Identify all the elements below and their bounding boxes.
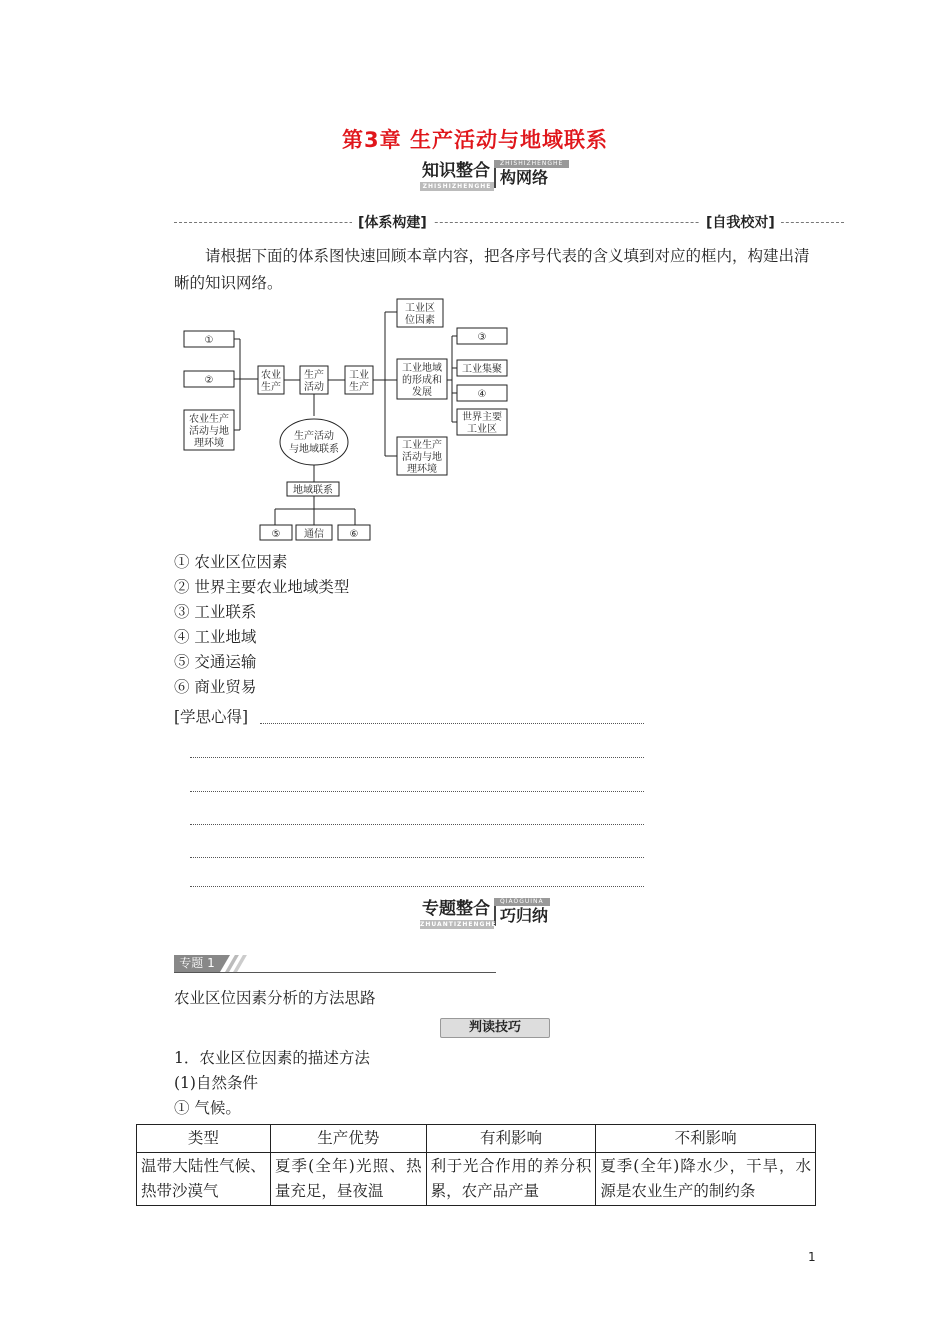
label-n6: ⑥ — [349, 529, 359, 540]
table-header-cell: 生产优势 — [270, 1125, 426, 1153]
banner-side-text: 巧归纳 — [494, 906, 550, 926]
label-ind-env-3: 理环境 — [407, 464, 437, 475]
table-cell: 温带大陆性气候、热带沙漠气 — [137, 1153, 271, 1206]
reflection-label: [学思心得] — [174, 708, 249, 726]
label-prod-2: 活动 — [304, 382, 324, 393]
writing-line — [190, 886, 644, 887]
label-ind-env-2: 活动与地 — [402, 452, 442, 463]
answer-item: ④ 工业地域 — [174, 628, 257, 646]
banner-main — [420, 898, 497, 929]
label-center-1: 生产活动 — [294, 431, 334, 442]
label-n4: ④ — [477, 389, 487, 400]
banner-main-text: 知识整合 — [422, 161, 490, 181]
answer-item: ② 世界主要农业地域类型 — [174, 578, 350, 596]
intro-paragraph: 请根据下面的体系图快速回顾本章内容，把各序号代表的含义填到对应的框内，构建出清晰的知识网络。 — [174, 247, 810, 292]
label-ind-loc-2: 位因素 — [405, 315, 435, 326]
label-prod-1: 生产 — [304, 370, 324, 381]
label-n3: ③ — [477, 332, 487, 343]
banner-side-text: 构网络 — [494, 168, 569, 188]
banner-pinyin-top: QIAOGUINA — [494, 898, 550, 906]
table-header-cell: 不利影响 — [596, 1125, 816, 1153]
label-ind-region-3: 发展 — [412, 387, 432, 398]
label-comm: 通信 — [304, 529, 324, 540]
banner-pinyin: ZHISHIZHENGHE — [422, 183, 492, 190]
label-ind-2: 生产 — [349, 382, 369, 393]
climate-table — [136, 1124, 816, 1206]
section-label-system: [体系构建] — [352, 212, 433, 232]
label-ind-region-1: 工业地域 — [402, 363, 442, 374]
table-header-cell: 类型 — [137, 1125, 271, 1153]
answer-list — [174, 550, 349, 700]
table-cell: 夏季(全年)降水少，干旱，水源是农业生产的制约条 — [596, 1153, 816, 1206]
writing-line — [190, 791, 644, 792]
label-world-ind-1: 世界主要 — [462, 412, 502, 423]
page-number: 1 — [808, 1250, 816, 1264]
heading-1: 1．农业区位因素的描述方法 — [174, 1049, 370, 1067]
writing-line — [260, 723, 644, 724]
table-row — [137, 1153, 816, 1206]
label-ind-loc-1: 工业区 — [405, 303, 435, 314]
label-ind-region-2: 的形成和 — [402, 375, 442, 386]
label-agri-env-1: 农业生产 — [189, 414, 229, 425]
heading-2: (1)自然条件 — [174, 1074, 258, 1092]
label-agri-1: 农业 — [261, 370, 281, 381]
answer-item: ⑥ 商业贸易 — [174, 678, 257, 696]
label-agri-env-2: 活动与地 — [189, 426, 229, 437]
table-cell: 利于光合作用的养分积累，农产品产量 — [426, 1153, 596, 1206]
topic-title: 农业区位因素分析的方法思路 — [174, 989, 376, 1007]
table-cell: 夏季(全年)光照、热量充足，昼夜温 — [270, 1153, 426, 1206]
writing-line — [190, 757, 644, 758]
label-ind-env-1: 工业生产 — [402, 440, 442, 451]
label-n1: ① — [204, 335, 214, 346]
banner-main — [420, 160, 494, 191]
answer-item: ① 农业区位因素 — [174, 553, 288, 571]
label-agri-2: 生产 — [261, 382, 281, 393]
skill-label: 判读技巧 — [440, 1018, 550, 1038]
label-cluster: 工业集聚 — [462, 364, 502, 375]
label-n5: ⑤ — [271, 529, 281, 540]
label-region-link: 地域联系 — [293, 485, 333, 496]
topic-integration-banner — [420, 898, 550, 929]
writing-line — [190, 824, 644, 825]
table-header-row — [137, 1125, 816, 1153]
banner-pinyin: ZHUANTIZHENGHE — [420, 921, 497, 928]
writing-line — [190, 857, 644, 858]
table-header-cell: 有利影响 — [426, 1125, 596, 1153]
concept-diagram — [180, 296, 520, 542]
label-agri-env-3: 理环境 — [194, 438, 224, 449]
label-center-2: 与地域联系 — [289, 444, 339, 455]
label-ind-1: 工业 — [349, 370, 369, 381]
answer-item: ⑤ 交通运输 — [174, 653, 257, 671]
topic-badge: 专题 1 — [174, 955, 220, 972]
label-world-ind-2: 工业区 — [467, 424, 497, 435]
knowledge-integration-banner — [420, 160, 569, 191]
label-n2: ② — [204, 375, 214, 386]
banner-main-text: 专题整合 — [422, 899, 490, 919]
topic-header — [174, 955, 496, 973]
heading-3: ① 气候。 — [174, 1099, 241, 1117]
banner-pinyin-top: ZHISHIZHENGHE — [494, 160, 569, 168]
chapter-title: 第3章 生产活动与地域联系 — [342, 128, 608, 152]
ellipse-center — [280, 419, 348, 465]
answer-item: ③ 工业联系 — [174, 603, 257, 621]
section-label-check: [自我校对] — [700, 212, 781, 232]
